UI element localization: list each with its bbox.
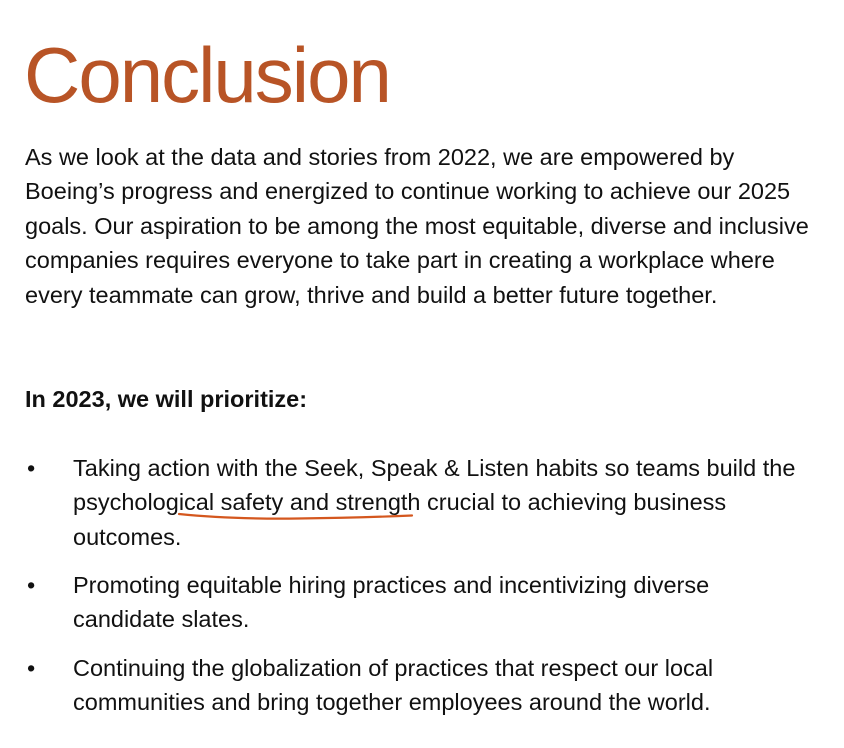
- page-title: Conclusion: [24, 31, 390, 119]
- priorities-heading: In 2023, we will prioritize:: [25, 386, 308, 412]
- list-item-text: Promoting equitable hiring practices and incentivizing diverse candidate slates.: [73, 572, 710, 633]
- bullet-icon: •: [27, 572, 36, 598]
- bullet-icon: •: [27, 455, 36, 481]
- bullet-icon: •: [27, 655, 36, 681]
- highlighted-phrase: psychological safety: [73, 489, 284, 516]
- list-item-text: [73, 451, 813, 554]
- list-item-text-before: Taking action with the Seek, Speak & Listen habits so teams build the: [73, 455, 796, 481]
- intro-paragraph: As we look at the data and stories from 2022, we are empowered by Boeing’s progress and energized to continue working to achieve our 2025 goals. Our aspiration to be among the most equitable, diverse and inclusive companies requires everyone to take part in creating a workplace where every teammate can grow, thrive and build a better future together.: [25, 144, 809, 308]
- list-item-text-after: and strength crucial to achieving business outcomes.: [73, 489, 727, 550]
- list-item-text: Continuing the globalization of practices that respect our local communities and bring together employees around the world.: [73, 655, 714, 716]
- hand-drawn-underline-icon: [178, 510, 414, 524]
